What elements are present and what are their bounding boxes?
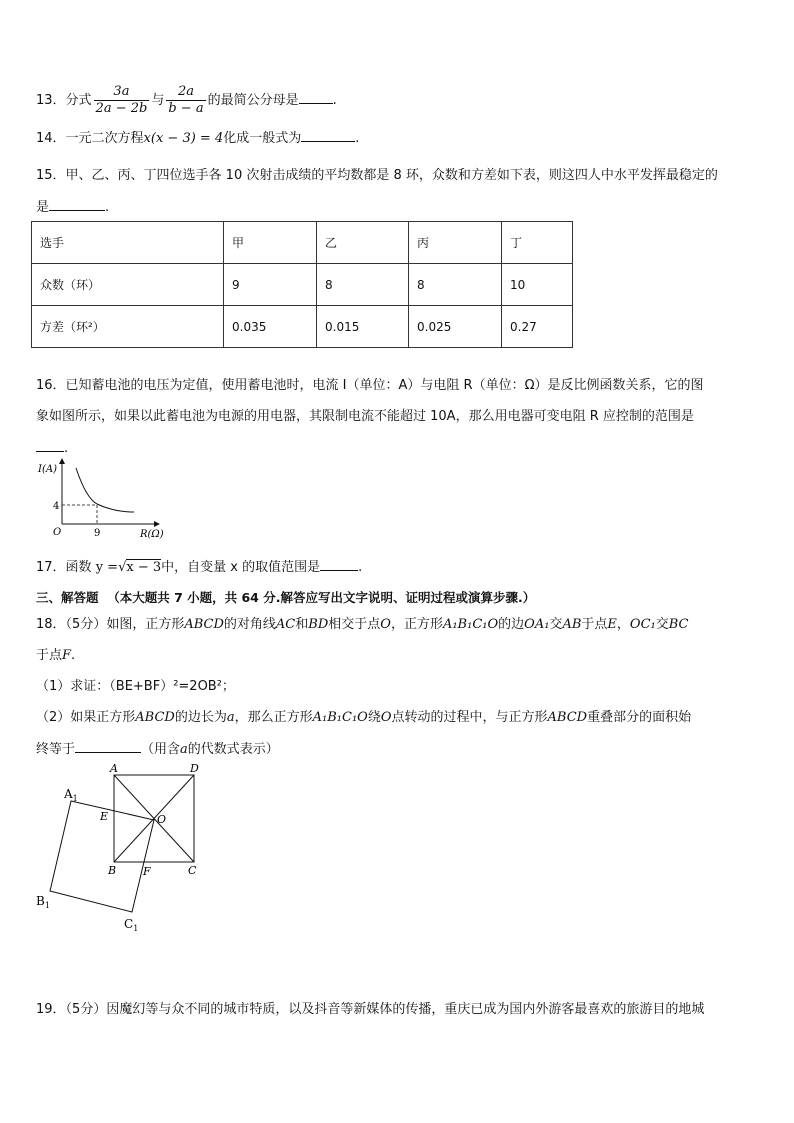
label-f: F [143,865,151,878]
q17-answer-blank[interactable] [320,557,358,571]
q18-text: 交 [655,617,669,632]
question-14 [36,128,359,149]
table-cell: 10 [502,264,573,306]
section-3-note: （本大题共 7 小题，共 64 分.解答应写出文字说明、证明过程或演算步骤.） [107,590,536,605]
table-cell: 0.035 [224,306,317,348]
q18-var: ABCD [135,710,175,725]
label-b: B [108,864,117,877]
table-cell: 9 [224,264,317,306]
q18-text: 的边长为 [174,710,227,725]
q18-text: ，那么正方形 [234,710,313,725]
label-a: A [110,762,118,775]
x-axis-label: R(Ω) [140,529,164,540]
q18-text: 的代数式表示） [187,742,279,757]
origin-label: O [53,527,62,538]
fraction-2-numerator: 2a [177,84,194,99]
question-18-part-2-line-1 [36,708,691,728]
q18-var: AB [562,617,582,632]
label-d: D [190,762,199,775]
q13-answer-blank[interactable] [299,90,333,104]
table-row [32,264,573,306]
label-c1: $C_1$ [124,917,139,933]
q14-tail: 化成一般式为 [223,131,302,146]
table-header-row [32,222,573,264]
q18-var: AC [275,617,296,632]
label-c: C [188,864,197,877]
q18-text: 点转动的过程中，与正方形 [391,710,548,725]
section-3-heading [36,588,535,608]
table-cell: 8 [317,264,409,306]
current-resistance-graph [34,454,164,542]
q18-var: ABCD [184,617,224,632]
question-17 [36,557,362,578]
q18-var: E [607,617,617,632]
q15-end: . [105,200,110,215]
fraction-2-denominator: b − a [168,101,204,116]
q16-answer-blank[interactable] [36,438,64,452]
table-cell: 方差（环²） [32,306,224,348]
question-18-line-2 [36,646,75,666]
q18-text: 绕 [367,710,381,725]
q15-answer-blank[interactable] [49,197,105,211]
fraction-1-denominator: 2a − 2b [95,101,148,116]
table-cell: 8 [409,264,502,306]
q18-text: 重叠部分的面积始 [587,710,692,725]
table-header-cell: 选手 [32,222,224,264]
question-19-line-1: 19．（5分）因魔幻等与众不同的城市特质，以及抖音等新媒体的传播，重庆已成为国内外游客最喜欢的旅游目的地城 [36,1002,705,1017]
q18-var: a [180,742,188,757]
table-cell: 0.015 [317,306,409,348]
q14-end: . [355,131,360,146]
table-cell: 0.025 [409,306,502,348]
x-tick-label: 9 [94,528,101,539]
q13-connector: 与 [151,93,165,108]
question-18-part-1: （1）求证：（BE+BF）²=2OB²； [36,679,235,694]
table-row [32,306,573,348]
question-13 [36,84,337,117]
q17-tail: 中，自变量 x 的取值范围是 [161,560,321,575]
y-axis-label: I(A) [38,464,57,475]
table-header-cell: 甲 [224,222,317,264]
label-o: O [157,813,167,826]
question-15-line-2 [36,197,109,218]
q18-var: BC [668,617,689,632]
q18-text: （2）如果正方形 [36,710,136,725]
q18-text: 的边 [498,617,525,632]
q18-var: ABCD [547,710,588,725]
q18-text: 于点 [581,617,608,632]
table-header-cell: 丙 [409,222,502,264]
q13-end: . [332,93,337,108]
fraction-1 [94,84,150,117]
q18-var: OA₁ [524,617,550,632]
q17-end: . [358,560,363,575]
table-cell: 众数（环） [32,264,224,306]
q18-text: ， [616,617,630,632]
q14-equation: x(x − 3) = 4 [143,131,224,146]
q14-answer-blank[interactable] [301,128,355,142]
q18-text: 终等于 [36,742,76,757]
score-table [31,221,573,348]
q16-end: . [64,441,69,456]
square-rotation-figure [30,760,220,935]
q18-text: 交 [549,617,563,632]
question-18-part-2-line-2 [36,739,279,760]
q18-var: A₁B₁C₁O [312,710,368,725]
q14-number: 14．一元二次方程 [36,131,144,146]
q18-text: 相交于点 [328,617,381,632]
q18-text: 的对角线 [223,617,276,632]
q13-tail: 的最简公分母是 [207,93,299,108]
q18-var: a [226,710,235,725]
q18-answer-blank[interactable] [75,739,141,753]
fraction-2 [166,84,205,117]
q13-number: 13．分式 [36,93,92,108]
q18-text: 和 [295,617,309,632]
q15-prefix: 是 [36,200,50,215]
y-tick-label: 4 [53,501,60,512]
q17-function-lhs: y = [95,560,119,575]
y-axis-arrow-icon [59,458,65,464]
table-header-cell: 乙 [317,222,409,264]
q18-var: F [62,648,72,663]
q18-text: ，正方形 [390,617,443,632]
q18-var: OC₁ [629,617,656,632]
q18-text: （用含 [141,742,181,757]
q18-var: A₁B₁C₁O [442,617,499,632]
x-axis-arrow-icon [154,521,160,527]
table-header-cell: 丁 [502,222,573,264]
q17-number: 17．函数 [36,560,92,575]
label-e: E [100,810,109,823]
q18-text: . [71,648,76,663]
table-cell: 0.27 [502,306,573,348]
label-a1: $A_1$ [64,787,78,803]
q18-text: 18．（5分）如图，正方形 [36,617,185,632]
label-b1: $B_1$ [36,894,50,910]
q18-var: BD [308,617,329,632]
q18-var: O [380,617,391,632]
question-15-line-1: 15．甲、乙、丙、丁四位选手各 10 次射击成绩的平均数都是 8 环，众数和方差如下表，则这四人中水平发挥最稳定的 [36,168,718,183]
question-16-line-1: 16．已知蓄电池的电压为定值，使用蓄电池时，电流 I（单位：A）与电阻 R（单位：Ω）是反比例函数关系，它的图 [36,378,704,393]
q17-radicand: x − 3 [126,560,162,575]
question-16-line-2: 象如图所示，如果以此蓄电池为电源的用电器，其限制电流不能超过 10A，那么用电器可变电阻 R 应控制的范围是 [36,409,694,424]
section-3-title: 三、解答题 [36,590,99,605]
fraction-1-numerator: 3a [113,84,130,99]
question-18-line-1 [36,615,689,635]
q18-text: 于点 [36,648,63,663]
sqrt-sign-icon: √ [118,560,127,575]
q18-var: O [380,710,392,725]
